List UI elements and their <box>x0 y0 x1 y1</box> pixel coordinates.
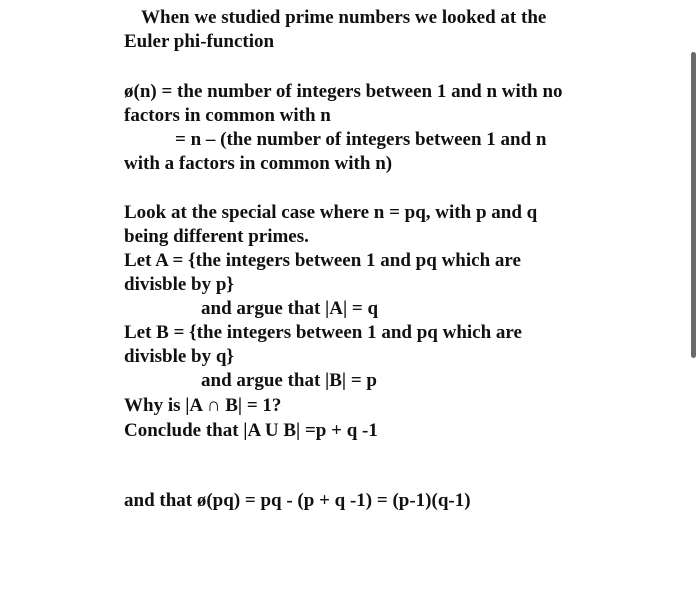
text-line-conclusion: and that ø(pq) = pq - (p + q -1) = (p-1)(q-1) <box>124 490 471 511</box>
text-line-intro: When we studied prime numbers we looked at the <box>141 7 547 28</box>
vertical-scrollbar[interactable] <box>686 0 700 603</box>
text-line-phi-alt: = n – (the number of integers between 1 and n <box>175 129 547 150</box>
text-line-set-b-cont: divisble by q} <box>124 346 234 367</box>
text-line-phi-alt-cont: with a factors in common with n) <box>124 153 393 174</box>
text-line-argue-b: and argue that |B| = p <box>201 370 377 391</box>
text-line-set-b: Let B = {the integers between 1 and pq which are <box>124 322 522 343</box>
text-line-set-a: Let A = {the integers between 1 and pq which are <box>124 250 521 271</box>
text-line-argue-a: and argue that |A| = q <box>201 298 379 319</box>
text-line-union: Conclude that |A U B| =p + q -1 <box>124 420 378 441</box>
text-line-special-case-cont: being different primes. <box>124 226 309 247</box>
text-line-intersection: Why is |A ∩ B| = 1? <box>124 395 282 416</box>
text-line-set-a-cont: divisble by p} <box>124 274 234 295</box>
scrollbar-thumb[interactable] <box>691 52 696 358</box>
text-line-special-case: Look at the special case where n = pq, with p and q <box>124 202 538 223</box>
text-line-phi-definition: ø(n) = the number of integers between 1 and n with no <box>124 81 563 102</box>
text-line-phi-definition-cont: factors in common with n <box>124 105 331 126</box>
text-line-euler: Euler phi-function <box>124 31 275 52</box>
